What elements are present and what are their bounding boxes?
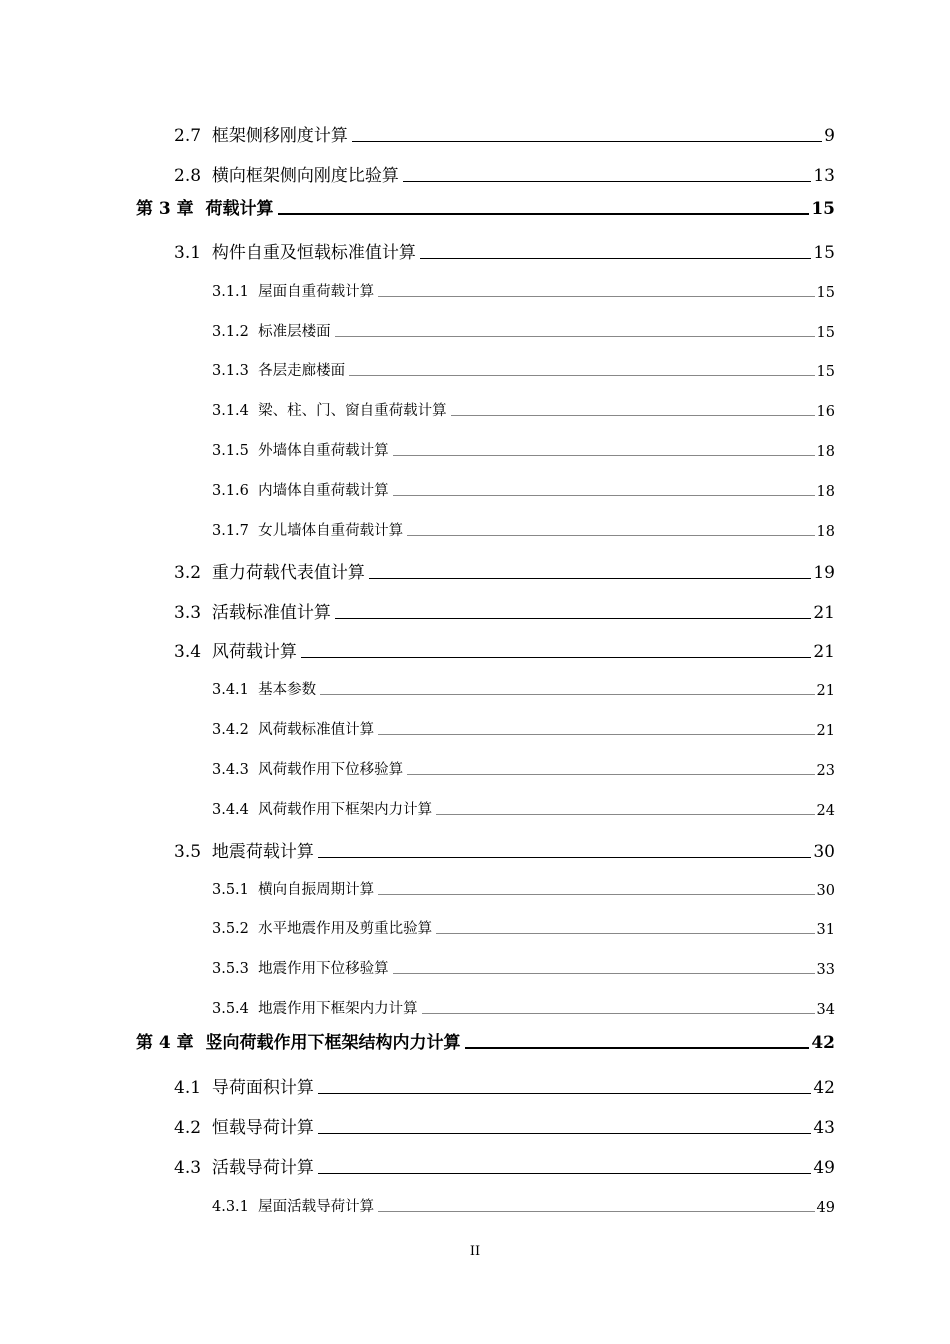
toc-title: 3.1 构件自重及恒载标准值计算 [174, 243, 416, 263]
toc-title: 3.1.3 各层走廊楼面 [212, 363, 346, 379]
toc-leader [436, 933, 814, 934]
toc-entry-3-4-2[interactable] [212, 718, 835, 739]
toc-title: 第 4 章 竖向荷载作用下框架结构内力计算 [136, 1033, 461, 1053]
toc-entry-3-4-1[interactable] [212, 678, 835, 699]
toc-entry-4-3[interactable] [174, 1153, 835, 1178]
toc-entry-3-2[interactable] [174, 558, 835, 583]
toc-title: 3.4.4 风荷载作用下框架内力计算 [212, 802, 433, 818]
toc-title: 2.8 横向框架侧向刚度比验算 [174, 166, 399, 186]
toc-entry-3-5-3[interactable] [212, 957, 835, 978]
toc-leader [301, 657, 812, 658]
toc-page-number: 9 [824, 126, 835, 146]
toc-leader [318, 1093, 812, 1094]
toc-title: 3.4 风荷载计算 [174, 642, 297, 662]
toc-page-number: 30 [816, 883, 835, 899]
toc-title: 第 3 章 荷载计算 [136, 199, 274, 219]
toc-page-number: 21 [816, 683, 835, 699]
toc-entry-4-2[interactable] [174, 1113, 835, 1138]
toc-page-number: 15 [816, 285, 835, 301]
toc-title: 3.1.7 女儿墙体自重荷载计算 [212, 523, 404, 539]
toc-leader [407, 774, 814, 775]
toc-page-number: 31 [816, 922, 835, 938]
toc-entry-3-1-2[interactable] [212, 320, 835, 341]
toc-title: 2.7 框架侧移刚度计算 [174, 126, 348, 146]
toc-page-number: 49 [813, 1158, 835, 1178]
toc-page-number: 18 [816, 484, 835, 500]
toc-entry-3-1-5[interactable] [212, 439, 835, 460]
toc-page-number: 23 [816, 763, 835, 779]
toc-page-number: 15 [816, 364, 835, 380]
toc-title: 3.5.4 地震作用下框架内力计算 [212, 1001, 418, 1017]
toc-entry-3-1-3[interactable] [212, 359, 835, 380]
toc-page-number: 43 [813, 1118, 835, 1138]
toc-entry-2-7[interactable] [174, 121, 835, 146]
toc-page-number: 13 [813, 166, 835, 186]
toc-page-number: 33 [816, 962, 835, 978]
toc-entry-3-1-4[interactable] [212, 399, 835, 420]
toc-entry-4-1[interactable] [174, 1073, 835, 1098]
toc-page-number: 24 [816, 803, 835, 819]
toc-title: 3.1.6 内墙体自重荷载计算 [212, 483, 389, 499]
toc-title: 3.1.4 梁、柱、门、窗自重荷载计算 [212, 403, 447, 419]
toc-title: 4.3.1 屋面活载导荷计算 [212, 1199, 375, 1215]
toc-page-number: 42 [813, 1078, 835, 1098]
toc-title: 3.4.1 基本参数 [212, 682, 317, 698]
toc-title: 3.1.2 标准层楼面 [212, 324, 331, 340]
toc-page-number: 34 [816, 1002, 835, 1018]
toc-entry-3-1-1[interactable] [212, 280, 835, 301]
toc-leader [335, 336, 815, 337]
toc-title: 3.1.1 屋面自重荷载计算 [212, 284, 375, 300]
toc-page-number: 49 [816, 1200, 835, 1216]
toc-title: 3.5 地震荷载计算 [174, 842, 314, 862]
toc-entry-2-8[interactable] [174, 161, 835, 186]
toc-entry-chapter-3[interactable] [136, 194, 835, 219]
toc-page-number: 18 [816, 444, 835, 460]
toc-leader [318, 857, 812, 858]
toc-entry-3-3[interactable] [174, 598, 835, 623]
toc-page-number: 21 [813, 642, 835, 662]
toc-entry-chapter-4[interactable] [136, 1028, 835, 1053]
toc-leader [378, 296, 814, 297]
toc-entry-3-4-4[interactable] [212, 798, 835, 819]
toc-page-number: 15 [811, 199, 835, 219]
toc-leader [451, 415, 815, 416]
toc-entry-3-1-7[interactable] [212, 519, 835, 540]
toc-leader [378, 894, 814, 895]
toc-leader [318, 1133, 812, 1134]
toc-leader [422, 1013, 815, 1014]
toc-leader [352, 141, 822, 142]
toc-title: 4.2 恒载导荷计算 [174, 1118, 314, 1138]
toc-leader [407, 535, 814, 536]
toc-entry-3-5-1[interactable] [212, 878, 835, 899]
toc-page-number: 19 [813, 563, 835, 583]
toc-leader [393, 973, 815, 974]
toc-entry-4-3-1[interactable] [212, 1195, 835, 1216]
toc-page-number: 16 [816, 404, 835, 420]
toc-leader [335, 618, 812, 619]
toc-leader [369, 578, 812, 579]
toc-page-number: 21 [813, 603, 835, 623]
toc-leader [349, 375, 814, 376]
toc-title: 3.5.3 地震作用下位移验算 [212, 961, 389, 977]
toc-title: 3.3 活载标准值计算 [174, 603, 331, 623]
toc-page-number: 21 [816, 723, 835, 739]
toc-page-number: 42 [811, 1033, 835, 1053]
toc-title: 3.4.3 风荷载作用下位移验算 [212, 762, 404, 778]
toc-title: 3.5.1 横向自振周期计算 [212, 882, 375, 898]
toc-entry-3-1[interactable] [174, 238, 835, 263]
toc-entry-3-5-4[interactable] [212, 997, 835, 1018]
toc-page-number: 15 [813, 243, 835, 263]
toc-leader [436, 814, 814, 815]
toc-title: 4.3 活载导荷计算 [174, 1158, 314, 1178]
toc-entry-3-5-2[interactable] [212, 917, 835, 938]
toc-leader [318, 1173, 812, 1174]
toc-leader [420, 258, 812, 259]
toc-leader [378, 1211, 814, 1212]
toc-title: 4.1 导荷面积计算 [174, 1078, 314, 1098]
toc-leader [403, 181, 812, 182]
toc-entry-3-1-6[interactable] [212, 479, 835, 500]
toc-leader [465, 1047, 810, 1049]
toc-title: 3.1.5 外墙体自重荷载计算 [212, 443, 389, 459]
toc-title: 3.4.2 风荷载标准值计算 [212, 722, 375, 738]
toc-leader [393, 495, 815, 496]
toc-page-number: 18 [816, 524, 835, 540]
toc-entry-3-4-3[interactable] [212, 758, 835, 779]
toc-entry-3-5[interactable] [174, 837, 835, 862]
toc-leader [393, 455, 815, 456]
toc-page-number: 30 [813, 842, 835, 862]
toc-leader [320, 694, 814, 695]
page-footer-number: II [469, 1244, 481, 1259]
toc-leader [278, 213, 810, 215]
toc-page-number: 15 [816, 325, 835, 341]
toc-leader [378, 734, 814, 735]
toc-title: 3.5.2 水平地震作用及剪重比验算 [212, 921, 433, 937]
toc-title: 3.2 重力荷载代表值计算 [174, 563, 365, 583]
toc-entry-3-4[interactable] [174, 637, 835, 662]
